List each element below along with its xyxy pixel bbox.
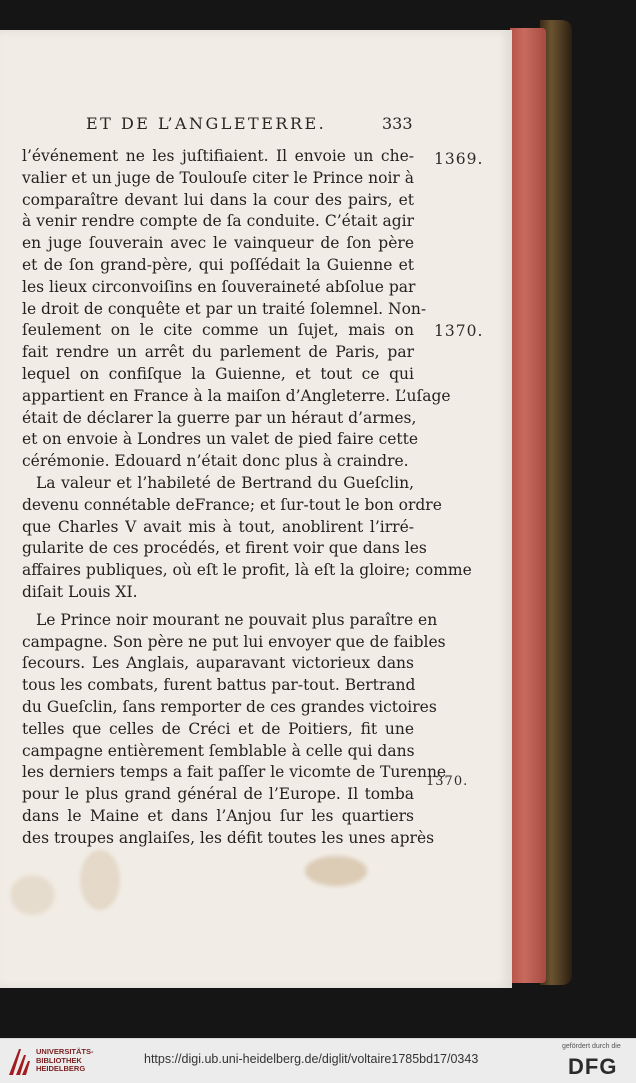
text-line: lequel on confiſque la Guienne, et tout ce qui xyxy=(22,364,414,383)
text-line: devenu connétable deFrance; et ſur-tout le bon ordre xyxy=(22,495,442,514)
margin-date: 1370. xyxy=(434,322,484,340)
library-name xyxy=(36,1048,94,1074)
text-line: diſait Louis XI. xyxy=(22,582,138,601)
stain xyxy=(305,856,367,886)
page-number: 333 xyxy=(382,114,413,133)
text-line: le droit de conquête et par un traité ſolemnel. Non- xyxy=(22,299,427,318)
stain xyxy=(10,875,55,915)
text-line: gularite de ces procédés, et firent voir que dans les xyxy=(22,539,427,558)
text-line: était de déclarer la guerre par un héraut d’armes, xyxy=(22,408,417,427)
university-logo-icon[interactable] xyxy=(7,1045,31,1077)
text-line: campagne. Son père ne put lui envoyer que de faibles xyxy=(22,632,446,651)
permalink-url[interactable]: https://digi.ub.uni-heidelberg.de/diglit/voltaire1785bd17/0343 xyxy=(144,1052,479,1066)
library-name-text: UNIVERSITÄTS- BIBLIOTHEK HEIDELBERG xyxy=(36,1047,94,1073)
text-line: appartient en France à la maiſon d’Angleterre. L’uſage xyxy=(22,386,451,405)
text-line: valier et un juge de Toulouſe citer le Prince noir à xyxy=(22,168,414,187)
text-line: ſecours. Les Anglais, auparavant victorieux dans xyxy=(22,654,414,673)
text-line: que Charles V avait mis à tout, anoblirent l’irré- xyxy=(22,517,414,536)
text-line: ſeulement on le cite comme un ſujet, mais on xyxy=(22,321,414,340)
page-header xyxy=(0,114,512,138)
text-line: et de ſon grand-père, qui poſſédait la Guienne et xyxy=(22,255,414,274)
text-line: l’événement ne les juſtifiaient. Il envoie un che- xyxy=(22,147,414,165)
text-line: les lieux circonvoiſins en ſouveraineté abſolue par xyxy=(22,277,416,296)
text-line: affaires publiques, où eſt le profit, là eſt la gloire; comme xyxy=(22,561,472,580)
text-line: à venir rendre compte de ſa conduite. C’était agir xyxy=(22,212,414,231)
text-line: les derniers temps a fait paſſer le vicomte de Turenne xyxy=(22,763,447,782)
dfg-logo[interactable]: DFG xyxy=(568,1054,618,1079)
text-line: des troupes anglaiſes, les défit toutes les unes après xyxy=(22,828,435,847)
viewer-footer xyxy=(0,1038,636,1083)
text-line: La valeur et l’habileté de Bertrand du Gueſclin, xyxy=(36,473,414,492)
text-line: en juge ſouverain avec le vainqueur de ſon père xyxy=(22,234,414,253)
text-line: fait rendre un arrêt du parlement de Paris, par xyxy=(22,343,414,362)
margin-date: 1369. xyxy=(434,150,484,168)
text-line: tous les combats, furent battus par-tout. Bertrand xyxy=(22,676,416,695)
text-line: du Gueſclin, ſans remporter de ces grandes victoires xyxy=(22,697,437,716)
margin-date: 1370. xyxy=(426,774,469,789)
running-head: ET DE L’ANGLETERRE. xyxy=(86,114,327,133)
stain xyxy=(80,850,120,910)
text-line: cérémonie. Edouard n’était donc plus à craindre. xyxy=(22,452,409,471)
text-line: campagne entièrement ſemblable à celle qui dans xyxy=(22,741,415,760)
text-line: Le Prince noir mourant ne pouvait plus paraître en xyxy=(36,610,438,629)
text-line: comparaître devant lui dans la cour des pairs, et xyxy=(22,190,414,209)
text-line: pour le plus grand général de l’Europe. Il tomba xyxy=(22,785,414,804)
page-edge-red xyxy=(510,28,546,983)
text-line: telles que celles de Créci et de Poitiers, fit une xyxy=(22,719,414,738)
funding-note: gefördert durch die xyxy=(562,1043,621,1050)
text-line: et on envoie à Londres un valet de pied faire cette xyxy=(22,430,419,449)
text-line: dans le Maine et dans l’Anjou ſur les quartiers xyxy=(22,806,414,825)
